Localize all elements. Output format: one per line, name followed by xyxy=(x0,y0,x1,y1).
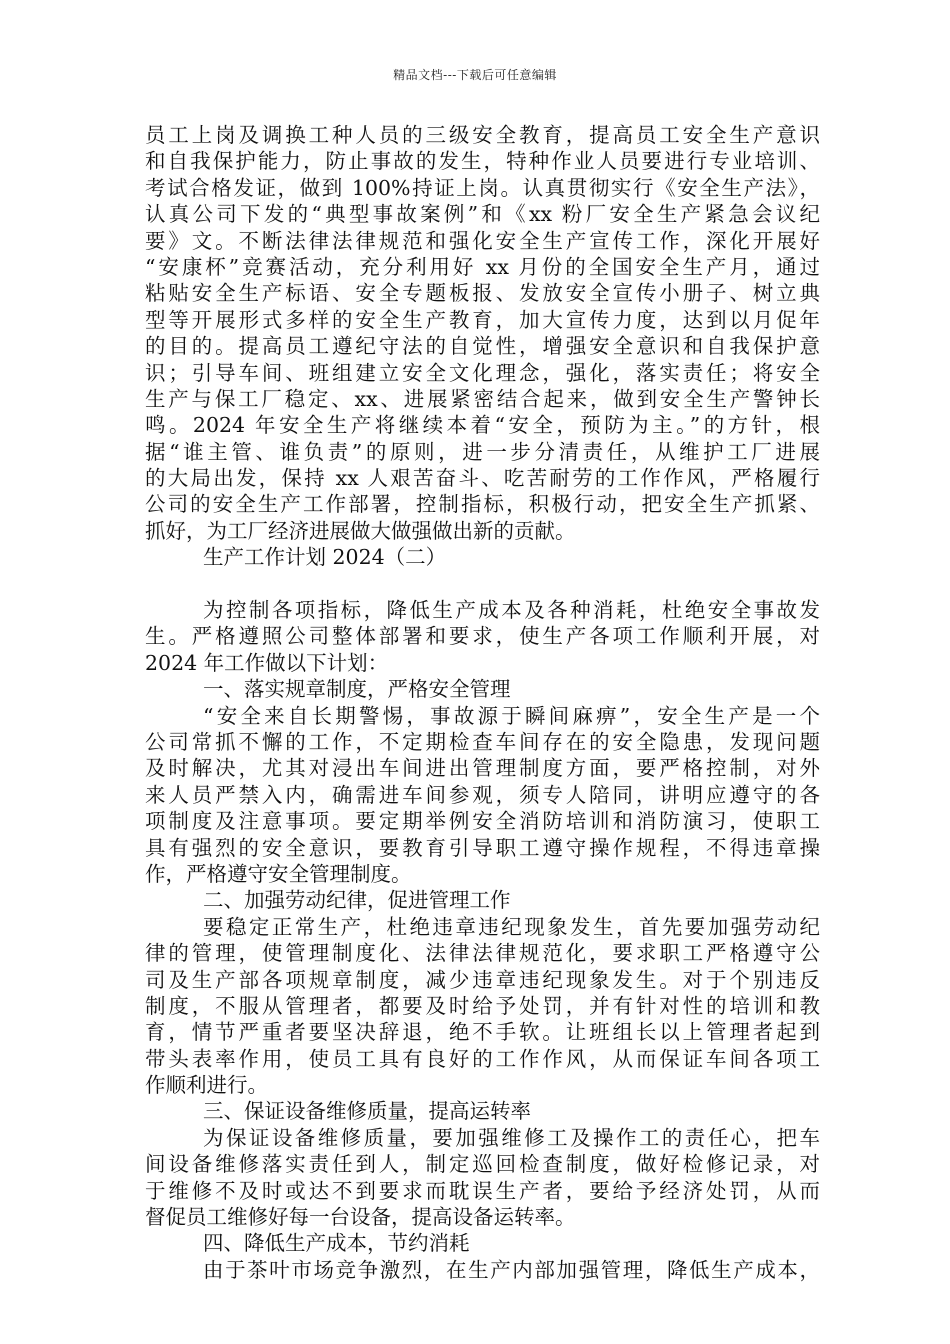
text-line: 的目的。提高员工遵纪守法的自觉性，增强安全意识和自我保护意 xyxy=(145,334,820,359)
text-line: 考试合格发证，做到 100%持证上岗。认真贯彻实行《安全生产法》， xyxy=(145,175,820,200)
section-heading: 一、落实规章制度，严格安全管理 xyxy=(203,677,511,702)
text-line: 作，严格遵守安全管理制度。 xyxy=(145,861,412,886)
text-line: 司及生产部各项规章制度，减少违章违纪现象发生。对于个别违反 xyxy=(145,967,820,992)
text-line: 粘贴安全生产标语、安全专题板报、发放安全宣传小册子、树立典 xyxy=(145,281,820,306)
text-line: 要》文。不断法律法律规范和强化安全生产宣传工作，深化开展好 xyxy=(145,228,820,253)
text-line: 要稳定正常生产，杜绝违章违纪现象发生，首先要加强劳动纪 xyxy=(203,914,820,939)
text-line: 于维修不及时或达不到要求而耽误生产者，要给予经济处罚，从而 xyxy=(145,1178,820,1203)
text-line: 的大局出发，保持 xx 人艰苦奋斗、吃苦耐劳的工作作风，严格履行 xyxy=(145,466,820,491)
text-line: 抓好，为工厂经济进展做大做强做出新的贡献。 xyxy=(145,518,576,543)
text-line: 和自我保护能力，防止事故的发生，特种作业人员要进行专业培训、 xyxy=(145,149,820,174)
text-line: 员工上岗及调换工种人员的三级安全教育，提高员工安全生产意识 xyxy=(145,123,820,147)
text-line: 为保证设备维修质量，要加强维修工及操作工的责任心，把车 xyxy=(203,1125,820,1150)
blank-line xyxy=(145,571,820,597)
section-heading: 三、保证设备维修质量，提高运转率 xyxy=(203,1099,531,1124)
text-line: 及时解决，尤其对浸出车间进出管理制度方面，要严格控制，对外 xyxy=(145,756,820,781)
text-line: 生产与保工厂稳定、xx、进展紧密结合起来，做到安全生产警钟长 xyxy=(145,386,820,411)
text-line: “安全来自长期警惕，事故源于瞬间麻痹”，安全生产是一个 xyxy=(203,703,820,728)
text-line: 督促员工维修好每一台设备，提高设备运转率。 xyxy=(145,1205,576,1230)
text-line: 制度，不服从管理者，都要及时给予处罚，并有针对性的培训和教 xyxy=(145,993,820,1018)
text-line: 作顺利进行。 xyxy=(145,1073,268,1098)
text-line: 识；引导车间、班组建立安全文化理念，强化，落实责任；将安全 xyxy=(145,360,820,385)
text-line: 带头表率作用，使员工具有良好的工作作风，从而保证车间各项工 xyxy=(145,1046,820,1071)
text-line: 间设备维修落实责任到人，制定巡回检查制度，做好检修记录，对 xyxy=(145,1152,820,1177)
text-line: 具有强烈的安全意识，要教育引导职工遵守操作规程，不得违章操 xyxy=(145,835,820,860)
text-line: 生。严格遵照公司整体部署和要求，使生产各项工作顺利开展，对 xyxy=(145,624,820,649)
section-heading: 二、加强劳动纪律，促进管理工作 xyxy=(203,888,511,913)
text-line: 公司的安全生产工作部署，控制指标，积极行动，把安全生产抓紧、 xyxy=(145,492,820,517)
text-line: 2024 年工作做以下计划： xyxy=(145,650,389,675)
text-line: 公司常抓不懈的工作，不定期检查车间存在的安全隐患，发现问题 xyxy=(145,729,820,754)
text-line: 来人员严禁入内，确需进车间参观，须专人陪同，讲明应遵守的各 xyxy=(145,782,820,807)
text-line: 认真公司下发的“典型事故案例”和《xx 粉厂安全生产紧急会议纪 xyxy=(145,202,820,227)
text-line: 由于茶叶市场竞争激烈，在生产内部加强管理，降低生产成本， xyxy=(203,1257,820,1282)
text-line: 育，情节严重者要坚决辞退，绝不手软。让班组长以上管理者起到 xyxy=(145,1020,820,1045)
text-line: “安康杯”竞赛活动，充分利用好 xx 月份的全国安全生产月，通过 xyxy=(145,254,820,279)
text-line: 为控制各项指标，降低生产成本及各种消耗，杜绝安全事故发 xyxy=(203,598,820,623)
page-header-watermark: 精品文档---下载后可任意编辑 xyxy=(393,68,557,82)
text-line: 据“谁主管、谁负责”的原则，进一步分清责任，从维护工厂进展 xyxy=(145,439,820,464)
text-line: 鸣。2024 年安全生产将继续本着“安全，预防为主。”的方针，根 xyxy=(145,413,820,438)
text-line: 项制度及注意事项。要定期举例安全消防培训和消防演习，使职工 xyxy=(145,809,820,834)
section-title: 生产工作计划 2024（二） xyxy=(203,545,447,570)
document-body xyxy=(145,122,820,1283)
text-line: 型等开展形式多样的安全生产教育，加大宣传力度，达到以月促年 xyxy=(145,307,820,332)
text-line: 律的管理，使管理制度化、法律法律规范化，要求职工严格遵守公 xyxy=(145,941,820,966)
section-heading: 四、降低生产成本，节约消耗 xyxy=(203,1231,470,1256)
